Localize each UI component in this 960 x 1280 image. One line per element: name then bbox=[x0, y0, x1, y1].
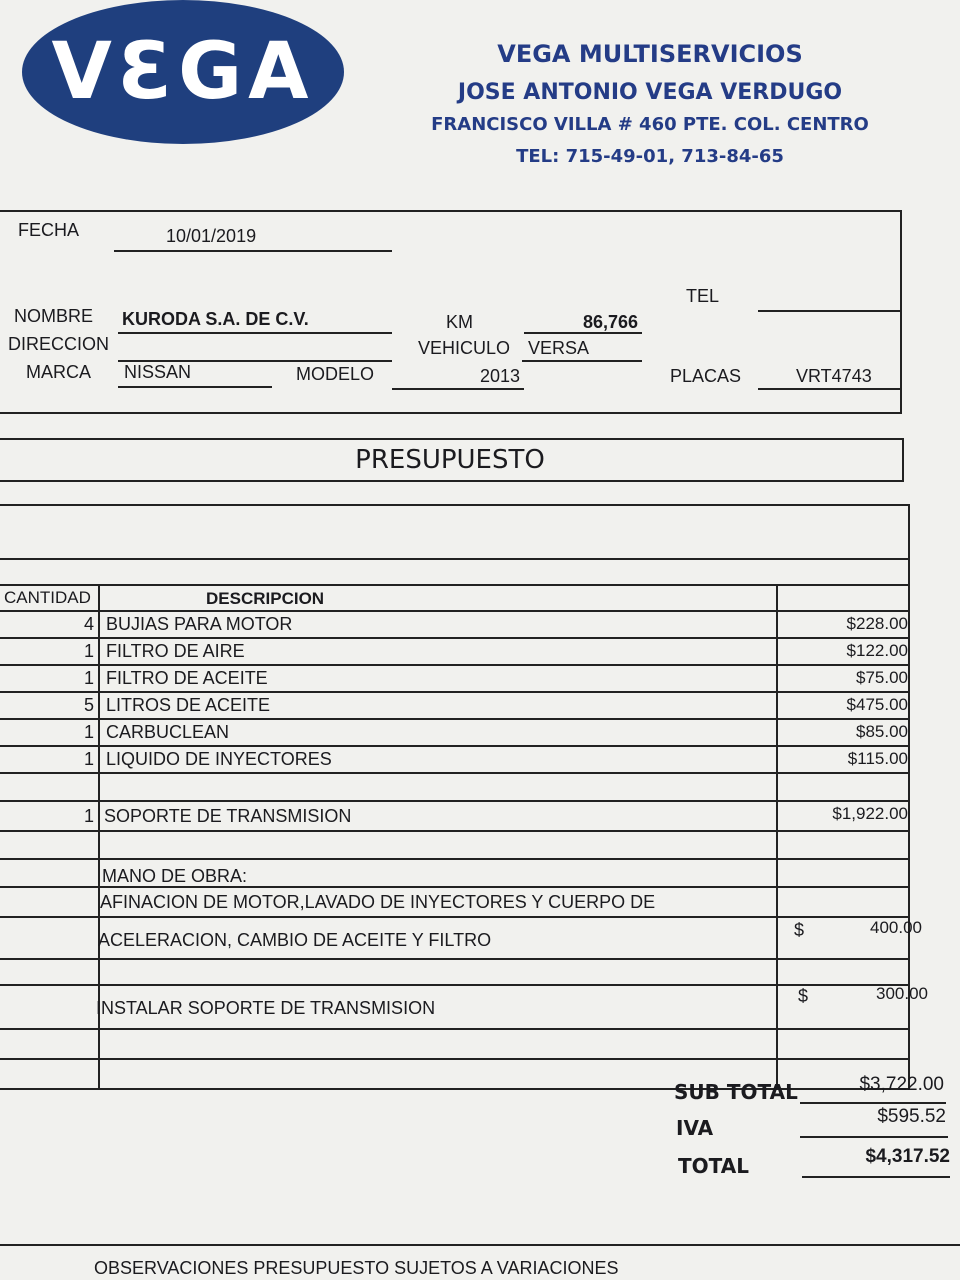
item-qty: 1 bbox=[83, 749, 94, 769]
table-line bbox=[0, 691, 910, 693]
modelo-value: 2013 bbox=[479, 366, 520, 386]
item-qty: 5 bbox=[83, 695, 94, 715]
tel-label: TEL bbox=[686, 286, 720, 306]
item-qty: 1 bbox=[83, 806, 94, 826]
placas-value: VRT4743 bbox=[796, 366, 872, 386]
item-description: SOPORTE DE TRANSMISION bbox=[104, 806, 352, 826]
item-qty: 1 bbox=[83, 641, 94, 661]
km-label: KM bbox=[446, 312, 473, 332]
table-line bbox=[0, 1058, 910, 1060]
item-description: LIQUIDO DE INYECTORES bbox=[106, 749, 332, 769]
table-line bbox=[0, 558, 910, 560]
km-value: 86,766 bbox=[582, 312, 638, 332]
item-description: FILTRO DE AIRE bbox=[106, 641, 245, 661]
item-description: BUJIAS PARA MOTOR bbox=[106, 614, 293, 634]
fecha-label: FECHA bbox=[18, 220, 80, 240]
item-price: $75.00 bbox=[856, 668, 908, 687]
item-price: $85.00 bbox=[856, 722, 908, 741]
subtotal-value: $3,722.00 bbox=[859, 1074, 944, 1095]
observaciones-note: OBSERVACIONES PRESUPUESTO SUJETOS A VARIACIONES bbox=[94, 1258, 619, 1278]
modelo-label: MODELO bbox=[296, 364, 375, 384]
item-qty: 4 bbox=[83, 614, 94, 634]
direccion-line bbox=[118, 336, 392, 362]
table-line bbox=[0, 718, 910, 720]
table-line bbox=[0, 584, 910, 586]
table-line bbox=[0, 637, 910, 639]
footer-divider bbox=[0, 1244, 960, 1246]
iva-value: $595.52 bbox=[877, 1106, 946, 1127]
table-line bbox=[0, 984, 910, 986]
nombre-label: NOMBRE bbox=[14, 306, 94, 326]
table-line bbox=[0, 858, 910, 860]
labor-currency: $ bbox=[794, 920, 805, 940]
table-line bbox=[0, 745, 910, 747]
owner-name: JOSE ANTONIO VEGA VERDUGO bbox=[457, 80, 843, 105]
fecha-value: 10/01/2019 bbox=[166, 226, 257, 246]
labor-amount: 300.00 bbox=[876, 984, 928, 1003]
marca-value: NISSAN bbox=[124, 362, 192, 382]
iva-label: IVA bbox=[676, 1116, 714, 1140]
item-price: $475.00 bbox=[846, 695, 908, 714]
document-title-text: PRESUPUESTO bbox=[355, 445, 545, 475]
labor-description: AFINACION DE MOTOR,LAVADO DE INYECTORES Y CUERPO DE bbox=[100, 892, 656, 912]
vehiculo-label: VEHICULO bbox=[418, 338, 511, 358]
placas-label: PLACAS bbox=[670, 366, 742, 386]
column-header-descripcion: DESCRIPCION bbox=[206, 589, 325, 608]
table-line bbox=[0, 830, 910, 832]
column-header-cantidad: CANTIDAD bbox=[4, 588, 91, 607]
company-logo bbox=[22, 0, 344, 144]
table-line bbox=[0, 958, 910, 960]
logo-text: VƐGA bbox=[51, 27, 315, 117]
table-line bbox=[0, 772, 910, 774]
table-line bbox=[0, 664, 910, 666]
vehiculo-value: VERSA bbox=[528, 338, 590, 358]
labor-title: MANO DE OBRA: bbox=[102, 866, 248, 886]
total-label: TOTAL bbox=[678, 1154, 749, 1178]
tel-line bbox=[758, 286, 900, 312]
item-price: $122.00 bbox=[846, 641, 908, 660]
marca-label: MARCA bbox=[26, 362, 92, 382]
labor-description: INSTALAR SOPORTE DE TRANSMISION bbox=[96, 998, 436, 1018]
table-line bbox=[0, 800, 910, 802]
item-price: $228.00 bbox=[846, 614, 908, 633]
total-value: $4,317.52 bbox=[865, 1146, 950, 1167]
item-description: LITROS DE ACEITE bbox=[106, 695, 271, 715]
item-description: CARBUCLEAN bbox=[106, 722, 230, 742]
nombre-value: KURODA S.A. DE C.V. bbox=[122, 309, 309, 329]
company-name: VEGA MULTISERVICIOS bbox=[497, 40, 803, 68]
subtotal-label: SUB TOTAL bbox=[674, 1080, 798, 1104]
item-description: FILTRO DE ACEITE bbox=[106, 668, 268, 688]
company-phone: TEL: 715-49-01, 713-84-65 bbox=[516, 146, 784, 167]
labor-currency: $ bbox=[798, 986, 809, 1006]
document-title bbox=[0, 438, 904, 482]
direccion-label: DIRECCION bbox=[8, 334, 110, 354]
item-price: $115.00 bbox=[847, 749, 908, 768]
table-line bbox=[0, 610, 910, 612]
labor-amount: 400.00 bbox=[870, 918, 922, 937]
table-line bbox=[0, 916, 910, 918]
item-price: $1,922.00 bbox=[832, 804, 908, 823]
labor-description: ACELERACION, CAMBIO DE ACEITE Y FILTRO bbox=[98, 930, 492, 950]
item-qty: 1 bbox=[83, 668, 94, 688]
table-column-divider bbox=[776, 584, 778, 1088]
item-qty: 1 bbox=[83, 722, 94, 742]
table-line bbox=[0, 1028, 910, 1030]
company-address: FRANCISCO VILLA # 460 PTE. COL. CENTRO bbox=[431, 114, 869, 135]
